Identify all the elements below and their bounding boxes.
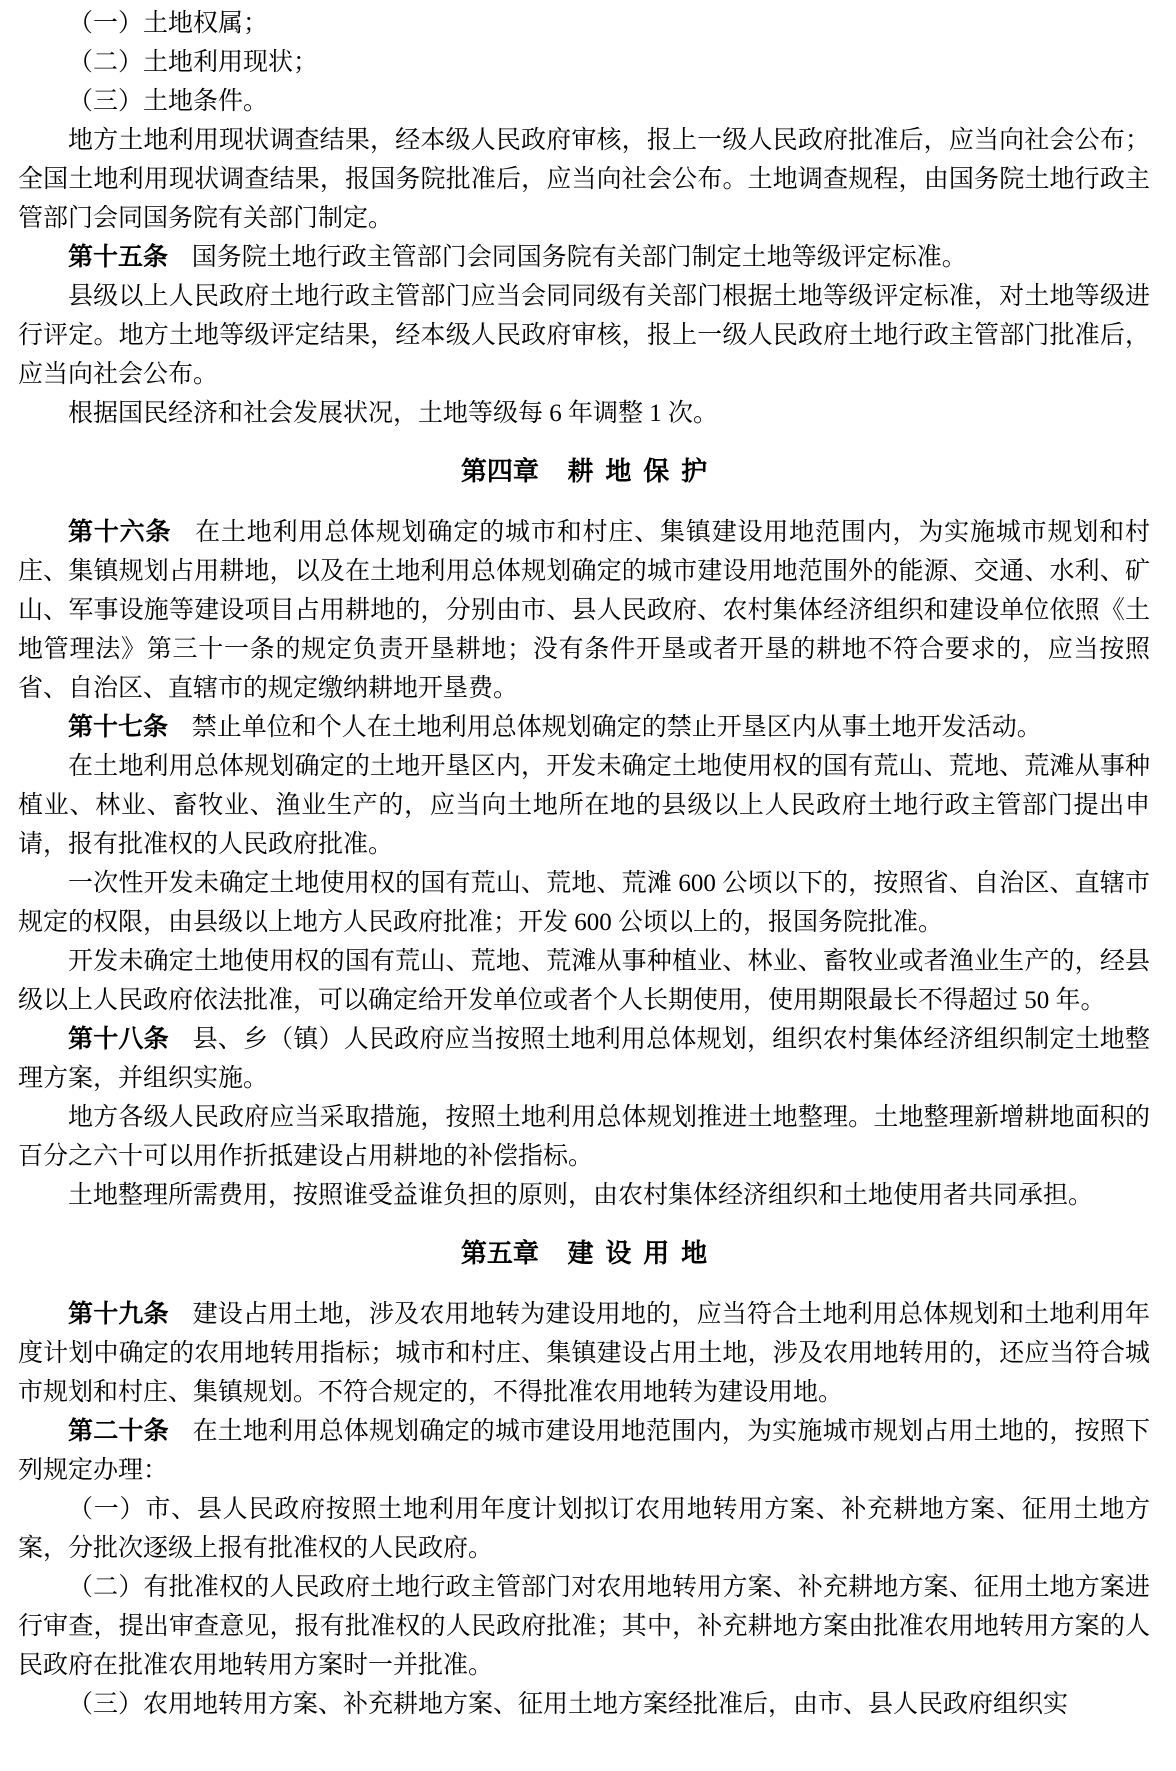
article-number-label: 第十六条	[68, 518, 172, 546]
article-text: 县、乡（镇）人民政府应当按照土地利用总体规划，组织农村集体经济组织制定土地整理方案，并组织实施。	[18, 1026, 1150, 1092]
chapter-heading	[18, 1234, 1150, 1273]
paragraph: 一次性开发未确定土地使用权的国有荒山、荒地、荒滩 600 公顷以下的，按照省、自治区、直辖市规定的权限，由县级以上地方人民政府批准；开发 600 公顷以上的，报国务院批准。	[18, 870, 1150, 936]
chapter-number: 第四章	[460, 456, 539, 486]
article-text: 在土地利用总体规划确定的城市建设用地范围内，为实施城市规划占用土地的，按照下列规定办理：	[18, 1418, 1150, 1484]
article-text: 禁止单位和个人在土地利用总体规划确定的禁止开垦区内从事土地开发活动。	[191, 714, 1042, 741]
paragraph: 县级以上人民政府土地行政主管部门应当会同同级有关部门根据土地等级评定标准，对土地等级进行评定。地方土地等级评定结果，经本级人民政府审核，报上一级人民政府土地行政主管部门批准后，应当向社会公布。	[18, 283, 1150, 388]
numbered-list-item: （一）市、县人民政府按照土地利用年度计划拟订农用地转用方案、补充耕地方案、征用土地方案，分批次逐级上报有批准权的人民政府。	[18, 1496, 1150, 1562]
paragraph: 地方各级人民政府应当采取措施，按照土地利用总体规划推进土地整理。土地整理新增耕地面积的百分之六十可以用作折抵建设占用耕地的补偿指标。	[18, 1104, 1150, 1170]
article-number-label: 第十八条	[68, 1025, 169, 1053]
article-paragraph	[18, 238, 1150, 277]
article-paragraph	[18, 1295, 1150, 1412]
article-text: 在土地利用总体规划确定的城市和村庄、集镇建设用地范围内，为实施城市规划和村庄、集镇规划占用耕地，以及在土地利用总体规划确定的城市建设用地范围外的能源、交通、水利、矿山、军事设施等建设项目占用耕地的，分别由市、县人民政府、农村集体经济组织和建设单位依照《土地管理法》第三十一条的规定负责开垦耕地；没有条件开垦或者开垦的耕地不符合要求的，应当按照省、自治区、直辖市的规定缴纳耕地开垦费。	[18, 519, 1150, 702]
document-body	[18, 4, 1150, 1724]
article-number-label: 第十七条	[68, 713, 169, 741]
chapter-title: 耕 地 保 护	[567, 456, 708, 486]
paragraph: 土地整理所需费用，按照谁受益谁负担的原则，由农村集体经济组织和土地使用者共同承担。	[68, 1182, 1094, 1209]
article-paragraph	[18, 1020, 1150, 1098]
article-paragraph	[18, 513, 1150, 708]
numbered-list-item: （一）土地权属；	[68, 10, 269, 37]
article-number-label: 第二十条	[68, 1417, 169, 1445]
article-text: 建设占用土地，涉及农用地转为建设用地的，应当符合土地利用总体规划和土地利用年度计划中确定的农用地转用指标；城市和村庄、集镇建设占用土地，涉及农用地转用的，还应当符合城市规划和村庄、集镇规划。不符合规定的，不得批准农用地转为建设用地。	[18, 1301, 1150, 1406]
paragraph: 根据国民经济和社会发展状况，土地等级每 6 年调整 1 次。	[68, 400, 719, 427]
paragraph: 开发未确定土地使用权的国有荒山、荒地、荒滩从事种植业、林业、畜牧业或者渔业生产的，经县级以上人民政府依法批准，可以确定给开发单位或者个人长期使用，使用期限最长不得超过 50 年。	[18, 948, 1150, 1014]
numbered-list-item: （二）土地利用现状；	[68, 49, 319, 76]
paragraph: 地方土地利用现状调查结果，经本级人民政府审核，报上一级人民政府批准后，应当向社会公布；全国土地利用现状调查结果，报国务院批准后，应当向社会公布。土地调查规程，由国务院土地行政主管部门会同国务院有关部门制定。	[18, 127, 1150, 232]
chapter-title: 建 设 用 地	[567, 1238, 708, 1268]
numbered-list-item: （三）农用地转用方案、补充耕地方案、征用土地方案经批准后，由市、县人民政府组织实	[68, 1691, 1069, 1718]
numbered-list-item: （二）有批准权的人民政府土地行政主管部门对农用地转用方案、补充耕地方案、征用土地方案进行审查，提出审查意见，报有批准权的人民政府批准；其中，补充耕地方案由批准农用地转用方案的人民政府在批准农用地转用方案时一并批准。	[18, 1574, 1150, 1679]
chapter-heading	[18, 452, 1150, 491]
paragraph: 在土地利用总体规划确定的土地开垦区内，开发未确定土地使用权的国有荒山、荒地、荒滩从事种植业、林业、畜牧业、渔业生产的，应当向土地所在地的县级以上人民政府土地行政主管部门提出申请，报有批准权的人民政府批准。	[18, 753, 1150, 858]
article-paragraph	[18, 1412, 1150, 1490]
article-text: 国务院土地行政主管部门会同国务院有关部门制定土地等级评定标准。	[191, 244, 967, 271]
article-paragraph	[18, 708, 1150, 747]
article-number-label: 第十五条	[68, 243, 169, 271]
chapter-number: 第五章	[460, 1238, 539, 1268]
numbered-list-item: （三）土地条件。	[68, 88, 269, 115]
article-number-label: 第十九条	[68, 1300, 169, 1328]
